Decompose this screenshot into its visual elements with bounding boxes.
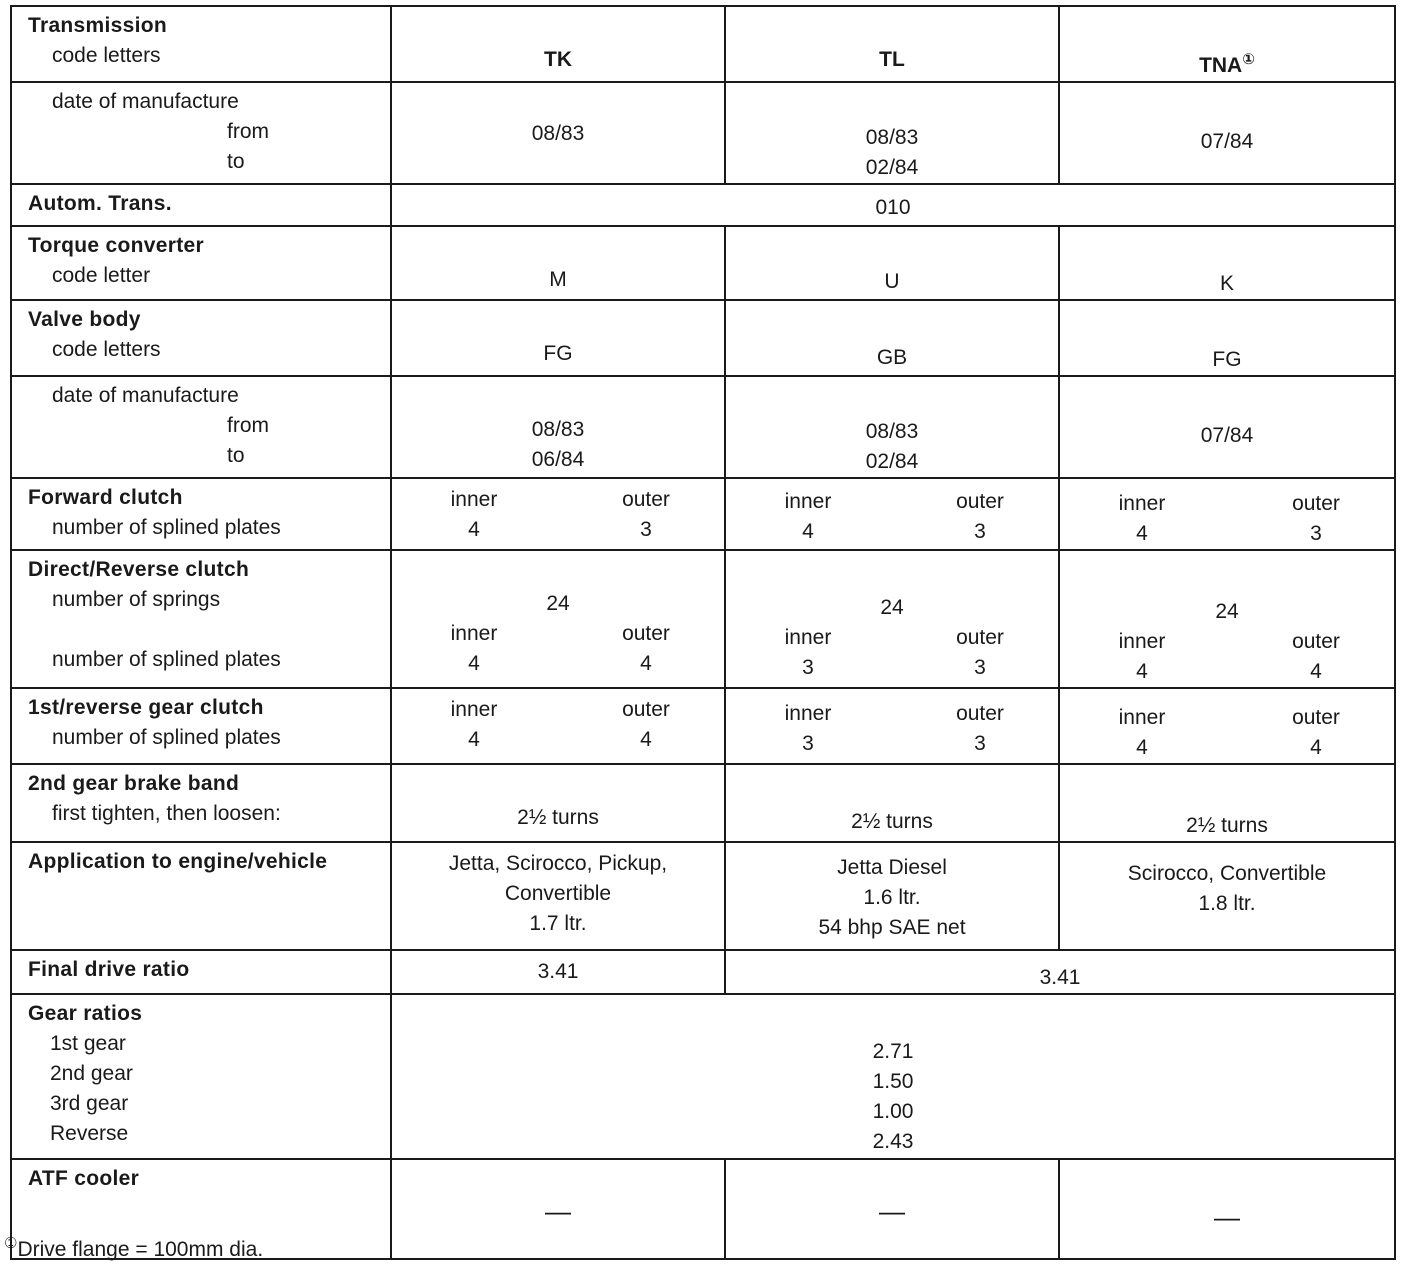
col-header-tna — [1059, 6, 1395, 82]
label-cell: 1st/reverse gear clutch number of splined plates — [11, 688, 391, 764]
label-cell: Application to engine/vehicle — [11, 842, 391, 950]
value-cell-tna: 24 inner outer 4 4 — [1059, 550, 1395, 688]
table-row-brake-band — [11, 764, 1395, 842]
value-cell-tk: 3.41 — [391, 950, 725, 994]
label-cell: Final drive ratio — [11, 950, 391, 994]
gear-value: 1.00 — [872, 1100, 914, 1123]
table-row-direct-reverse-clutch — [11, 550, 1395, 688]
footnote-text: Drive flange = 100mm dia. — [17, 1238, 264, 1261]
gear-value: 2.71 — [872, 1040, 914, 1063]
table-row-date-of-manufacture — [11, 82, 1395, 184]
value-cell-tna: inner outer 4 3 — [1059, 478, 1395, 550]
value-cell-tl: 24 inner outer 3 3 — [725, 550, 1059, 688]
value-cell-tl: — — [725, 1159, 1059, 1259]
col-header-tk: TK — [391, 6, 725, 82]
value-cell-tk: M — [391, 226, 725, 300]
value-cell-tl: inner outer 3 3 — [725, 688, 1059, 764]
value-cell-tk: 08/83 06/84 — [391, 376, 725, 478]
col-header-tl: TL — [725, 6, 1059, 82]
value-cell-tl: GB — [725, 300, 1059, 376]
label-cell: Forward clutch number of splined plates — [11, 478, 391, 550]
col-header-tna-label: TNA — [1199, 54, 1243, 77]
value-cell-tna: 07/84 — [1059, 376, 1395, 478]
value-cell-tl: 2½ turns — [725, 764, 1059, 842]
value-cell-tna: K — [1059, 226, 1395, 300]
table-row-final-drive — [11, 950, 1395, 994]
footnote-marker: ① — [1242, 51, 1255, 68]
value-cell-tl: U — [725, 226, 1059, 300]
label-cell: 2nd gear brake band first tighten, then loosen: — [11, 764, 391, 842]
transmission-spec-table — [10, 5, 1396, 1260]
value-cell-tk: inner outer 4 4 — [391, 688, 725, 764]
footnote — [4, 1230, 263, 1264]
table-row-valve-body-dates — [11, 376, 1395, 478]
gear-label: 2nd gear — [50, 1062, 133, 1085]
footnote-marker: ① — [4, 1235, 18, 1252]
label-cell: ATF cooler — [11, 1159, 391, 1259]
table-row-header — [11, 6, 1395, 82]
label-cell — [11, 6, 391, 82]
label-cell: Gear ratios 1st gear 2nd gear 3rd gear Reverse — [11, 994, 391, 1159]
table-row-autom-trans — [11, 184, 1395, 226]
value-cell-tl: 08/83 02/84 — [725, 376, 1059, 478]
gear-label: Reverse — [50, 1122, 129, 1145]
label-cell: Autom. Trans. — [11, 184, 391, 226]
value-cell-tna: FG — [1059, 300, 1395, 376]
row-title: Transmission — [28, 14, 167, 37]
label-cell: Torque converter code letter — [11, 226, 391, 300]
value-cell-tl: 08/83 02/84 — [725, 82, 1059, 184]
label-cell: date of manufacture from to — [11, 376, 391, 478]
table-row-first-reverse-clutch — [11, 688, 1395, 764]
value-cell-tk: — — [391, 1159, 725, 1259]
table-row-gear-ratios — [11, 994, 1395, 1159]
label-cell: Valve body code letters — [11, 300, 391, 376]
table-row-forward-clutch — [11, 478, 1395, 550]
label-cell: date of manufacture from to — [11, 82, 391, 184]
value-cell-tk: 2½ turns — [391, 764, 725, 842]
table-row-torque-converter — [11, 226, 1395, 300]
value-cell-tk: FG — [391, 300, 725, 376]
row-subtitle: code letters — [52, 44, 161, 67]
value-cell-tl: Jetta Diesel 1.6 ltr. 54 bhp SAE net — [725, 842, 1059, 950]
value-cell-tl: inner outer 4 3 — [725, 478, 1059, 550]
gear-label: 1st gear — [50, 1032, 126, 1055]
label-cell: Direct/Reverse clutch number of springs number of splined plates — [11, 550, 391, 688]
value-cell-tna: inner outer 4 4 — [1059, 688, 1395, 764]
value-cell-tk: 24 inner outer 4 4 — [391, 550, 725, 688]
gear-value: 2.43 — [872, 1130, 914, 1153]
gear-label: 3rd gear — [50, 1092, 129, 1115]
value-cell-all: 010 — [391, 184, 1395, 226]
value-cell-tna: 2½ turns — [1059, 764, 1395, 842]
value-cell-tna: 07/84 — [1059, 82, 1395, 184]
value-cell-tna: — — [1059, 1159, 1395, 1259]
value-cell-all — [391, 994, 1395, 1159]
value-cell-tk: 08/83 — [391, 82, 725, 184]
table-row-application — [11, 842, 1395, 950]
gear-value: 1.50 — [872, 1070, 914, 1093]
value-cell-tl-tna: 3.41 — [725, 950, 1395, 994]
table-row-valve-body — [11, 300, 1395, 376]
value-cell-tk: Jetta, Scirocco, Pickup, Convertible 1.7 ltr. — [391, 842, 725, 950]
value-cell-tk: inner outer 4 3 — [391, 478, 725, 550]
value-cell-tna: Scirocco, Convertible 1.8 ltr. — [1059, 842, 1395, 950]
